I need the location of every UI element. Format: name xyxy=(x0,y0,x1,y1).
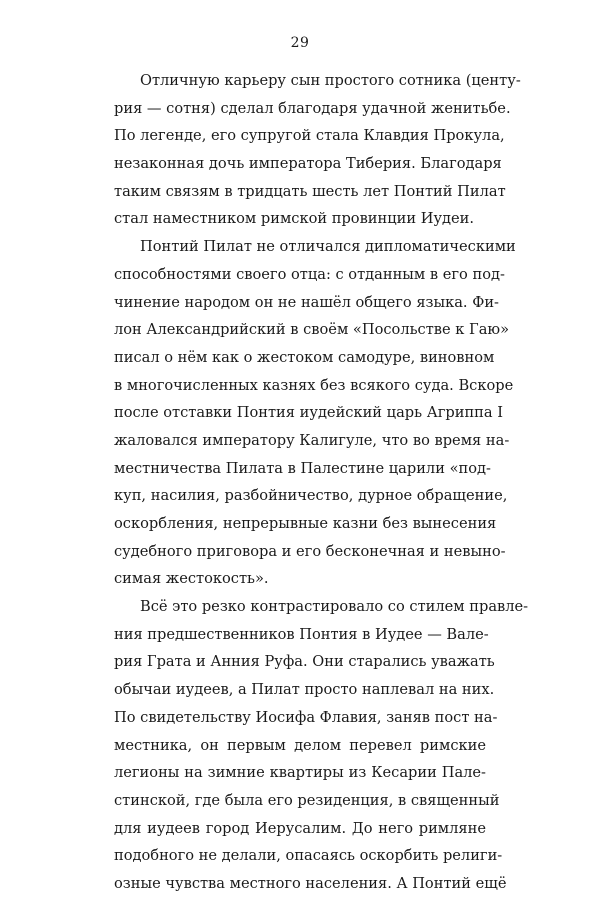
text-line: рия Грата и Анния Руфа. Они старались уважать xyxy=(114,653,495,671)
text-line: Всё это резко контрастировало со стилем правле- xyxy=(140,598,529,616)
text-line: озные чувства местного населения. А Понтий ещё xyxy=(114,874,507,892)
text-line: обычаи иудеев, а Пилат просто наплевал на них. xyxy=(114,681,495,699)
text-line: судебного приговора и его бесконечная и невыно- xyxy=(114,542,506,560)
text-line: стал наместником римской провинции Иудеи. xyxy=(114,210,475,228)
text-line: после отставки Понтия иудейский царь Агриппа I xyxy=(114,404,504,422)
text-line: оскорбления, непрерывные казни без вынесения xyxy=(114,515,497,532)
text-line: Понтий Пилат не отличался дипломатическими xyxy=(140,238,516,256)
text-line: способностями своего отца: с отданным в его под- xyxy=(114,265,505,283)
text-line: По легенде, его супругой стала Клавдия Прокула, xyxy=(114,127,505,145)
text-line: лон Александрийский в своём «Посольстве к Гаю» xyxy=(114,321,510,339)
text-line: ния предшественников Понтия в Иудее — Вале- xyxy=(114,625,489,643)
text-line: в многочисленных казнях без всякого суда. Вскоре xyxy=(114,376,514,394)
text-line: легионы на зимние квартиры из Кесарии Пале- xyxy=(114,764,486,782)
text-line: куп, насилия, разбойничество, дурное обращение, xyxy=(114,487,508,505)
paragraph xyxy=(114,67,521,233)
text-line: Отличную карьеру сын простого сотника (центу- xyxy=(140,72,521,89)
text-line: для иудеев город Иерусалим. До него римляне xyxy=(114,819,486,837)
text-line: жаловался императору Калигуле, что во время на- xyxy=(114,431,510,449)
text-line: рия — сотня) сделал благодаря удачной женитьбе. xyxy=(114,99,511,117)
body-text xyxy=(114,67,529,898)
page-number: 29 xyxy=(290,35,310,51)
text-line: чинение народом он не нашёл общего языка. Фи- xyxy=(114,293,499,311)
text-line: симая жестокость». xyxy=(114,570,269,588)
text-line: стинской, где была его резиденция, в священный xyxy=(114,791,500,809)
paragraph xyxy=(114,233,516,593)
paragraph xyxy=(114,593,529,898)
text-line: подобного не делали, опасаясь оскорбить религи- xyxy=(114,847,503,865)
text-line: местника, он первым делом перевел римские xyxy=(114,736,486,754)
text-line: По свидетельству Иосифа Флавия, заняв пост на- xyxy=(114,708,498,726)
text-line: таким связям в тридцать шесть лет Понтий Пилат xyxy=(114,182,506,200)
text-line: незаконная дочь императора Тиберия. Благодаря xyxy=(114,155,502,173)
text-line: местничества Пилата в Палестине царили «под- xyxy=(114,459,491,477)
text-line: писал о нём как о жестоком самодуре, виновном xyxy=(114,348,495,366)
